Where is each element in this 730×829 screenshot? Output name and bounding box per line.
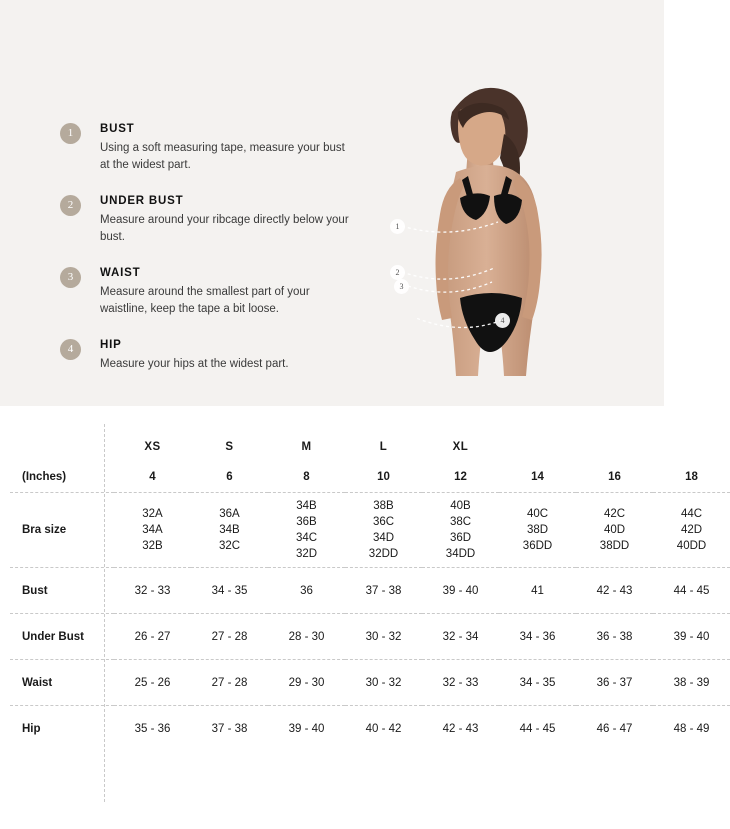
step-number-badge: 1	[60, 123, 81, 144]
bust-value-7: 42 - 43	[576, 568, 653, 614]
hip-value-8: 48 - 49	[673, 722, 710, 735]
bust-value-6: 41	[499, 568, 576, 614]
measurement-steps-list	[60, 120, 350, 373]
hip-value-7: 46 - 47	[596, 722, 633, 735]
table-row-bra-size	[10, 493, 730, 568]
bra-value: 32A	[142, 508, 163, 520]
letter-size-6	[499, 424, 576, 462]
bra-value: 36D	[449, 532, 472, 544]
bra-size-cell-5	[422, 493, 499, 568]
table-row-letter-sizes	[10, 424, 730, 462]
step-description: Using a soft measuring tape, measure your bust at the widest part.	[100, 142, 345, 171]
bra-value: 32B	[142, 540, 163, 552]
waist-value-7: 36 - 37	[576, 660, 653, 706]
row-label-bust: Bust	[10, 568, 114, 614]
step-under-bust	[60, 195, 350, 246]
bra-value: 34B	[219, 524, 240, 536]
step-number-badge: 2	[60, 195, 81, 216]
bra-value: 38C	[449, 516, 472, 528]
bra-value: 36C	[372, 516, 395, 528]
under-bust-value-4: 30 - 32	[345, 614, 422, 660]
step-description: Measure around the smallest part of your waistline, keep the tape a bit loose.	[100, 286, 310, 315]
bra-value: 36A	[219, 508, 240, 520]
bra-value: 38DD	[599, 540, 630, 552]
letter-size-s: S	[225, 441, 234, 453]
marker-1: 1	[390, 219, 405, 234]
letter-size-l: L	[379, 441, 388, 453]
step-title: UNDER BUST	[100, 195, 184, 207]
bust-value-5: 39 - 40	[422, 568, 499, 614]
bra-value: 36DD	[522, 540, 553, 552]
numeric-size-8: 18	[653, 462, 730, 493]
bra-value: 36B	[296, 516, 317, 528]
bust-value-1: 32 - 33	[114, 568, 191, 614]
bust-value-4: 37 - 38	[345, 568, 422, 614]
marker-3: 3	[394, 279, 409, 294]
bra-value: 40DD	[676, 540, 707, 552]
bra-value: 38B	[373, 500, 394, 512]
bra-value: 34A	[142, 524, 163, 536]
bra-value: 32D	[295, 548, 318, 560]
table-row-under-bust	[10, 614, 730, 660]
step-hip	[60, 339, 350, 373]
under-bust-value-2: 27 - 28	[191, 614, 268, 660]
step-number-badge: 3	[60, 267, 81, 288]
bra-size-cell-4	[345, 493, 422, 568]
step-description: Measure your hips at the widest part.	[100, 358, 289, 370]
table-row-numeric-sizes	[10, 462, 730, 493]
waist-value-2: 27 - 28	[191, 660, 268, 706]
hip-value-6: 44 - 45	[519, 722, 556, 735]
bra-value: 34C	[295, 532, 318, 544]
empty-corner-cell	[10, 424, 114, 462]
under-bust-value-1: 26 - 27	[114, 614, 191, 660]
numeric-size-3: 8	[268, 462, 345, 493]
row-label-hip: Hip	[22, 722, 41, 735]
step-title: WAIST	[100, 267, 141, 279]
under-bust-value-8: 39 - 40	[653, 614, 730, 660]
waist-value-1: 25 - 26	[114, 660, 191, 706]
row-label-waist: Waist	[10, 660, 114, 706]
step-number-badge: 4	[60, 339, 81, 360]
letter-size-xs: XS	[144, 441, 161, 453]
under-bust-value-7: 36 - 38	[576, 614, 653, 660]
under-bust-value-6: 34 - 36	[499, 614, 576, 660]
waist-value-5: 32 - 33	[422, 660, 499, 706]
waist-value-8: 38 - 39	[653, 660, 730, 706]
hip-value-1: 35 - 36	[134, 722, 171, 735]
bra-value: 40C	[526, 508, 549, 520]
row-label-under-bust: Under Bust	[10, 614, 114, 660]
hip-value-4: 40 - 42	[365, 722, 402, 735]
bra-value: 40D	[603, 524, 626, 536]
bra-value: 32DD	[368, 548, 399, 560]
letter-size-7	[576, 424, 653, 462]
marker-4: 4	[495, 313, 510, 328]
bra-value: 32C	[218, 540, 241, 552]
size-chart-table	[10, 424, 730, 751]
waist-value-3: 29 - 30	[268, 660, 345, 706]
hip-value-2: 37 - 38	[211, 722, 248, 735]
bust-value-3: 36	[268, 568, 345, 614]
model-figure-svg	[356, 76, 636, 406]
letter-size-8	[653, 424, 730, 462]
bra-value: 34B	[296, 500, 317, 512]
bra-size-cell-2	[191, 493, 268, 568]
bra-value: 40B	[450, 500, 471, 512]
bra-size-cell-1	[114, 493, 191, 568]
numeric-size-5: 12	[422, 462, 499, 493]
under-bust-value-5: 32 - 34	[422, 614, 499, 660]
table-row-hip	[10, 706, 730, 752]
step-title: BUST	[100, 123, 135, 135]
step-title: HIP	[100, 339, 122, 351]
instructions-panel	[0, 0, 664, 406]
step-bust	[60, 123, 350, 174]
letter-size-m: M	[301, 441, 312, 453]
bra-size-cell-6	[499, 493, 576, 568]
numeric-size-6: 14	[499, 462, 576, 493]
letter-size-xl: XL	[452, 441, 469, 453]
bra-value: 34DD	[445, 548, 476, 560]
bra-size-cell-7	[576, 493, 653, 568]
bust-value-2: 34 - 35	[191, 568, 268, 614]
under-bust-value-3: 28 - 30	[268, 614, 345, 660]
step-description: Measure around your ribcage directly below your bust.	[100, 214, 349, 243]
unit-label: (Inches)	[10, 462, 114, 493]
bra-value: 42C	[603, 508, 626, 520]
table-row-bust	[10, 568, 730, 614]
bust-value-8: 44 - 45	[653, 568, 730, 614]
size-chart-section	[0, 406, 710, 829]
hip-value-5: 42 - 43	[442, 722, 479, 735]
row-label-bra-size: Bra size	[10, 493, 114, 568]
numeric-size-4: 10	[345, 462, 422, 493]
bra-size-cell-8	[653, 493, 730, 568]
marker-2: 2	[390, 265, 405, 280]
bra-value: 34D	[372, 532, 395, 544]
numeric-size-7: 16	[576, 462, 653, 493]
bra-value: 44C	[680, 508, 703, 520]
hip-value-3: 39 - 40	[288, 722, 325, 735]
waist-value-4: 30 - 32	[345, 660, 422, 706]
step-waist	[60, 267, 350, 318]
numeric-size-2: 6	[191, 462, 268, 493]
waist-value-6: 34 - 35	[499, 660, 576, 706]
bra-value: 42D	[680, 524, 703, 536]
model-illustration	[356, 76, 636, 406]
bra-value: 38D	[526, 524, 549, 536]
numeric-size-1: 4	[114, 462, 191, 493]
table-row-waist	[10, 660, 730, 706]
table-vertical-divider	[104, 424, 105, 802]
bra-size-cell-3	[268, 493, 345, 568]
